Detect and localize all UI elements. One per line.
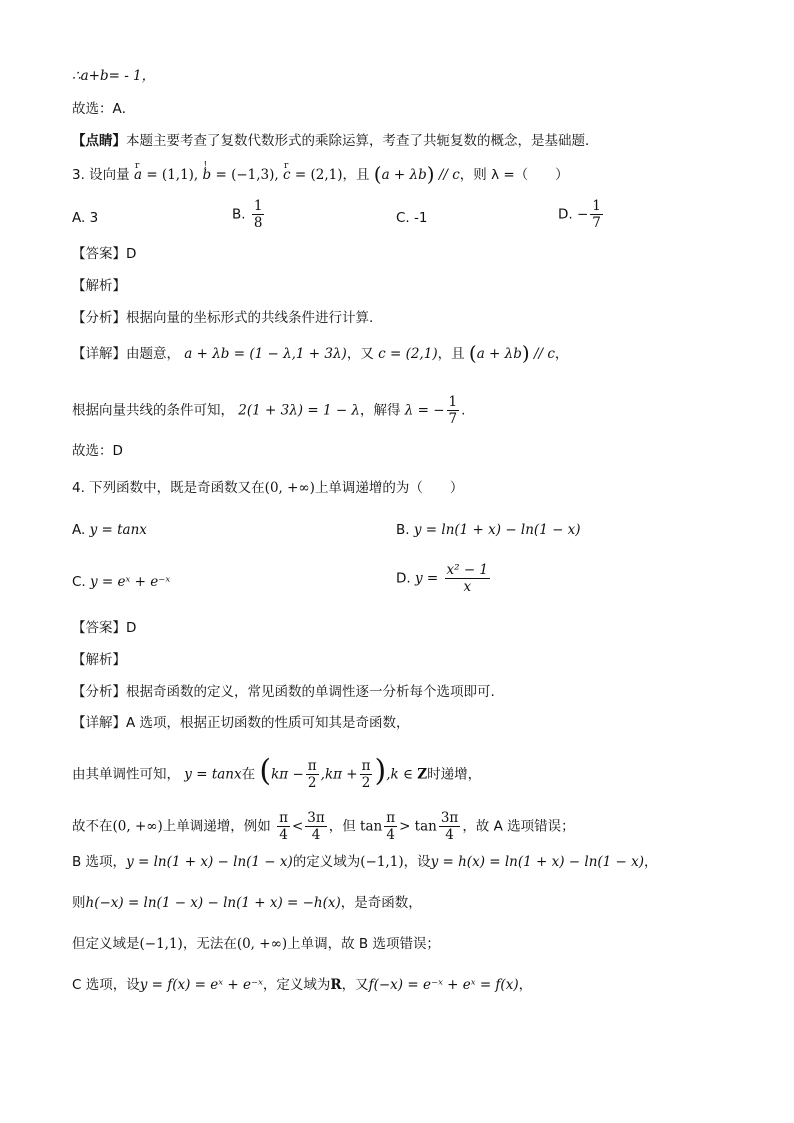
math-expr: y = f(x) = eˣ + e⁻ˣ [139, 977, 263, 993]
text: ，且 [437, 346, 465, 362]
fenxi-line [72, 682, 495, 702]
numerator: 1 [448, 394, 458, 410]
numerator: x² − 1 [446, 562, 489, 578]
answer-text: 【答案】D [72, 620, 137, 636]
option-c [72, 572, 170, 592]
collinear-line [72, 394, 465, 427]
odd-function-line [72, 893, 422, 913]
math-expr: y = eˣ + e⁻ˣ [90, 574, 171, 590]
math-expr: a + λb [476, 346, 522, 362]
text: ，故 A 选项错误； [462, 818, 575, 835]
math-expr: ,kπ + [320, 766, 358, 783]
math-expr: y = tanx [184, 766, 242, 783]
jiexi-line [72, 650, 126, 670]
text: 的定义域为 [292, 854, 361, 870]
text: ，无法在 [182, 936, 237, 952]
minus-sign: − [576, 206, 589, 223]
text: 4. 下列函数中，既是奇函数又在 [72, 480, 265, 496]
option-a [72, 520, 147, 540]
fraction [445, 562, 491, 595]
fraction [252, 198, 265, 231]
fraction [306, 758, 319, 791]
text: A 选项，根据正切函数的性质可知其是奇函数， [126, 715, 410, 731]
text: 上单调递增，例如 [162, 818, 271, 835]
text: ，又 [346, 346, 374, 362]
question-prefix: 3. 设向量 [72, 167, 130, 183]
text: 但定义域是 [72, 936, 140, 952]
counterexample-line [72, 810, 575, 843]
math-expr: y = ln(1 + x) − ln(1 − x) [126, 854, 293, 870]
option-label: A. [72, 522, 86, 538]
question-3-stem: 3. 设向量 r a = (1,1), ! b = (−1,3), r c = (2,1)，且 (a + λb) // c，则 λ =（ ） [72, 164, 569, 185]
text: ，则 λ =（ ） [459, 167, 569, 183]
vector-b-value: = (−1,3), [215, 167, 279, 183]
option-b-analysis [72, 852, 658, 872]
numerator: 1 [592, 198, 601, 214]
text: ， [644, 854, 658, 870]
denominator: 8 [253, 215, 263, 231]
option-b [396, 520, 581, 540]
text-line [72, 66, 155, 86]
monotonic-line: 由其单调性可知， y = tanx在 (kπ − $\frac{\pi}{2}$ ,kπ + $\frac{\pi}{2}$ ),k ∈ Z时递增， [72, 753, 482, 791]
math-expr: a + λb [381, 167, 427, 183]
text: ，又 [341, 977, 369, 993]
section-tag: 【解析】 [72, 652, 126, 668]
denominator: 4 [445, 827, 454, 843]
denominator: 4 [279, 827, 288, 843]
question-4-stem [72, 478, 463, 498]
text: 由其单调性可知， [72, 766, 180, 783]
math-expr: // c [438, 167, 460, 183]
xiangjie-line [72, 713, 410, 733]
fraction [447, 394, 460, 427]
math-expr: kπ − [271, 766, 304, 783]
option-c-analysis [72, 975, 532, 995]
text: ，但 [328, 818, 356, 835]
vector-c: r c [283, 165, 291, 185]
math-expr: c = (2,1) [378, 346, 438, 362]
text-line [72, 99, 135, 119]
jiexi-line [72, 276, 126, 296]
option-d [558, 198, 605, 231]
text: 故不在 [72, 818, 113, 835]
set-symbol: Z [417, 766, 428, 783]
math-expr: y = tanx [89, 522, 147, 538]
text: ，且 [342, 167, 370, 183]
math-expr: 2(1 + 3λ) = 1 − λ [238, 402, 360, 419]
numerator: π [307, 758, 317, 774]
text: 故选：A． [72, 101, 136, 117]
denominator: x [463, 579, 472, 595]
text: ，是奇函数， [340, 895, 422, 911]
denominator: 2 [361, 775, 371, 791]
text: ，设 [403, 854, 431, 870]
denominator: 4 [386, 827, 395, 843]
section-tag: 【分析】 [72, 684, 126, 700]
text: 在 [241, 766, 256, 783]
text: ，解得 [359, 402, 401, 419]
section-tag: 【详解】 [72, 715, 126, 731]
fraction [277, 810, 290, 843]
text: 故选：D [72, 443, 123, 459]
denominator: 7 [592, 215, 601, 231]
math-expr: h(−x) = ln(1 − x) − ln(1 + x) = −h(x) [85, 895, 341, 911]
numerator: π [361, 758, 371, 774]
math-expr: y = [414, 570, 439, 587]
math-expr: // c [533, 346, 555, 362]
fraction [360, 758, 373, 791]
math-expr: a + λb = (1 − λ,1 + 3λ) [184, 346, 347, 362]
text: ， [554, 346, 569, 362]
fraction [305, 810, 326, 843]
math-expr: ,k ∈ [386, 766, 413, 783]
fraction [384, 810, 397, 843]
section-tag: 【解析】 [72, 278, 126, 294]
interval: (0, +∞) [236, 936, 288, 952]
text: 时递增， [427, 766, 482, 783]
option-b [232, 198, 266, 231]
text: 由题意， [126, 346, 180, 362]
numerator: 1 [253, 198, 263, 214]
numerator: π [386, 810, 396, 826]
vector-c-value: = (2,1) [294, 167, 343, 183]
text: C 选项，设 [72, 977, 140, 993]
option-text: A. 3 [72, 210, 99, 226]
math-symbol: < [291, 818, 304, 835]
domain-line [72, 934, 440, 954]
math-text: ∴a+b= - 1， [72, 68, 156, 84]
text: 根据奇函数的定义，常见函数的单调性逐一分析每个选项即可. [126, 684, 495, 700]
math-expr: y = h(x) = ln(1 + x) − ln(1 − x) [430, 854, 645, 870]
section-tag: 【分析】 [72, 310, 126, 326]
option-d [396, 562, 492, 595]
section-tag: 【详解】 [72, 346, 126, 362]
text: 根据向量共线的条件可知， [72, 402, 234, 419]
numerator: π [279, 810, 288, 826]
answer-line [72, 244, 136, 264]
option-a [72, 208, 98, 228]
text: 上单调，故 B 选项错误； [287, 936, 440, 952]
interval: (0, +∞) [112, 818, 163, 835]
option-label: C. [72, 574, 86, 590]
vector-b: ! b [203, 165, 212, 185]
set-symbol: R [330, 977, 342, 993]
math-expr: tan [360, 818, 383, 835]
answer-text: 【答案】D [72, 246, 137, 262]
text: B 选项， [72, 854, 127, 870]
math-expr: f(−x) = e⁻ˣ + eˣ = f(x) [368, 977, 519, 993]
dianjing-line [72, 131, 599, 151]
option-c [396, 208, 427, 228]
option-label: D. [558, 206, 573, 223]
math-expr: λ = − [404, 402, 445, 419]
interval: (−1,1) [139, 936, 183, 952]
denominator: 7 [448, 411, 458, 427]
answer-line [72, 618, 136, 638]
denominator: 2 [307, 775, 317, 791]
interval: (−1,1) [360, 854, 404, 870]
numerator: 3π [307, 810, 325, 826]
interval: (0, +∞) [264, 480, 315, 496]
text: 根据向量的坐标形式的共线条件进行计算. [126, 310, 374, 326]
numerator: 3π [440, 810, 459, 826]
fraction [590, 198, 603, 231]
text: 本题主要考查了复数代数形式的乘除运算，考查了共轭复数的概念，是基础题． [126, 133, 599, 149]
text: 上单调递增的为（ ） [314, 480, 464, 496]
math-expr: y = ln(1 + x) − ln(1 − x) [413, 522, 581, 538]
math-expr: > tan [399, 818, 437, 835]
text: ，定义域为 [262, 977, 331, 993]
text: . [461, 402, 466, 419]
vector-a: r a [134, 165, 142, 185]
text: 则 [72, 895, 86, 911]
text: ， [518, 977, 533, 993]
vector-a-value: = (1,1), [146, 167, 199, 183]
option-text: C. -1 [396, 210, 428, 226]
option-label: D. [396, 570, 411, 587]
xiangjie-line: 【详解】由题意， a + λb = (1 − λ,1 + 3λ)，又 c = (2,1)，且 (a + λb) // c， [72, 341, 569, 365]
option-label: B. [232, 206, 246, 223]
section-tag: 【点睛】 [72, 133, 126, 149]
fraction [439, 810, 460, 843]
option-label: B. [396, 522, 410, 538]
fenxi-line [72, 308, 373, 328]
denominator: 4 [311, 827, 321, 843]
choice-line [72, 441, 123, 461]
